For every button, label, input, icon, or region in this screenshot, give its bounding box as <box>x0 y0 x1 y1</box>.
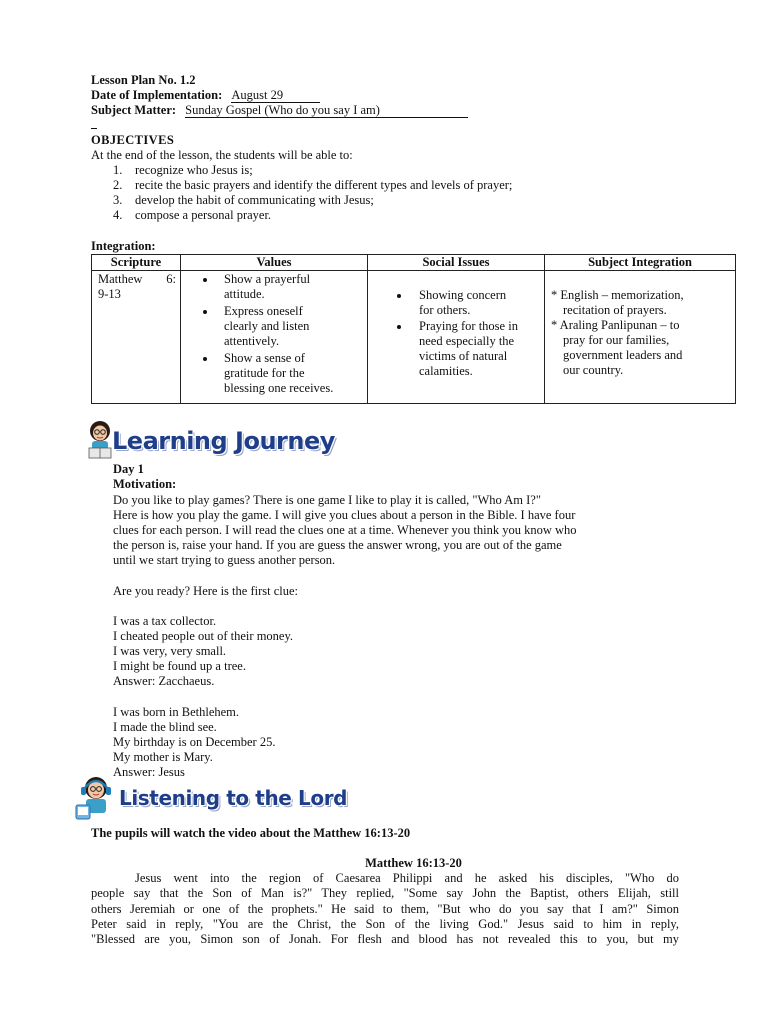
bullet-icon <box>203 357 207 361</box>
header-scripture: Scripture <box>92 255 181 271</box>
table-header-row <box>92 255 736 271</box>
list-item: Showing concern for others. <box>419 288 544 318</box>
teacher-headphones-icon <box>74 775 118 823</box>
subject-label: Subject Matter: <box>91 103 177 117</box>
motivation-label: Motivation: <box>113 477 177 491</box>
objectives-heading: OBJECTIVES <box>91 133 175 147</box>
date-row <box>91 88 320 103</box>
bullet-icon <box>203 310 207 314</box>
day-label: Day 1 <box>113 462 144 476</box>
list-item: Praying for those in need especially the victims of natural calamities. <box>419 319 544 379</box>
list-item: 3. develop the habit of communicating with Jesus; <box>113 193 374 207</box>
subject-integration-cell: * English – memorization, recitation of prayers. * Araling Panlipunan – to pray for our families, government leaders and our country. <box>545 271 736 404</box>
subject-value: Sunday Gospel (Who do you say I am) <box>185 104 468 118</box>
objectives-intro: At the end of the lesson, the students will be able to: <box>91 148 353 162</box>
date-label: Date of Implementation: <box>91 88 223 102</box>
header-subject-integration: Subject Integration <box>545 255 736 271</box>
scripture-chapter: 6: <box>166 272 176 286</box>
bullet-icon <box>203 278 207 282</box>
divider-mark <box>91 128 97 129</box>
list-item: Show a prayerful attitude. <box>224 272 367 302</box>
integration-heading: Integration: <box>91 239 156 253</box>
social-issues-cell <box>368 271 545 404</box>
table-row <box>92 271 736 404</box>
clue-set-1: I was a tax collector. I cheated people out of their money. I was very, very small. I might be found up a tree. Answer: Zacchaeus. <box>113 614 294 688</box>
teacher-avatar-icon <box>85 420 115 460</box>
list-item: 1. recognize who Jesus is; <box>113 163 253 177</box>
listening-banner: Listening to the Lord <box>119 786 348 810</box>
motivation-paragraph: Do you like to play games? There is one game I like to play it is called, "Who Am I?" Here is how you play the game. I will give you clues about a person in the Bible. I have four clues for each person. I will read the clues one at a time. Whenever you think you know who the person is, raise your hand. If you are guess the answer wrong, you are out of the game until we start trying to guess another person. <box>113 493 577 567</box>
scripture-verses: 9-13 <box>98 287 121 301</box>
objectives-list <box>113 163 512 223</box>
bullet-icon <box>397 325 401 329</box>
subject-row <box>91 103 468 118</box>
list-item: Show a sense of gratitude for the blessing one receives. <box>224 351 367 396</box>
header-values: Values <box>181 255 368 271</box>
bullet-icon <box>397 294 401 298</box>
integration-table <box>91 254 736 404</box>
list-item: Express oneself clearly and listen attentively. <box>224 304 367 349</box>
learning-journey-banner: Learning Journey <box>112 427 335 455</box>
ready-line: Are you ready? Here is the first clue: <box>113 584 298 598</box>
clue-set-2: I was born in Bethlehem. I made the blind see. My birthday is on December 25. My mother is Mary. Answer: Jesus <box>113 705 276 779</box>
passage-title: Matthew 16:13-20 <box>365 856 462 870</box>
header-social-issues: Social Issues <box>368 255 545 271</box>
list-item: 2. recite the basic prayers and identify the different types and levels of prayer; <box>113 178 513 192</box>
passage-text: Jesus went into the region of Caesarea Philippi and he asked his disciples, "Who do people say that the Son of Man is?" They replied, "Some say John the Baptist, others Elijah, still others Jeremiah or one of the prophets." He said to them, "But who do you say that I am?" Simon Peter said in reply, "You are the Christ, the Son of the living God." Jesus said to him in reply, "Blessed are you, Simon son of Jonah. For flesh and blood has not revealed this to you, but my <box>91 871 679 947</box>
values-cell <box>181 271 368 404</box>
lesson-plan-title: Lesson Plan No. 1.2 <box>91 73 196 87</box>
video-note: The pupils will watch the video about the Matthew 16:13-20 <box>91 826 411 840</box>
date-value: August 29 <box>231 89 320 103</box>
scripture-book: Matthew <box>98 272 143 286</box>
list-item: 4. compose a personal prayer. <box>113 208 272 222</box>
